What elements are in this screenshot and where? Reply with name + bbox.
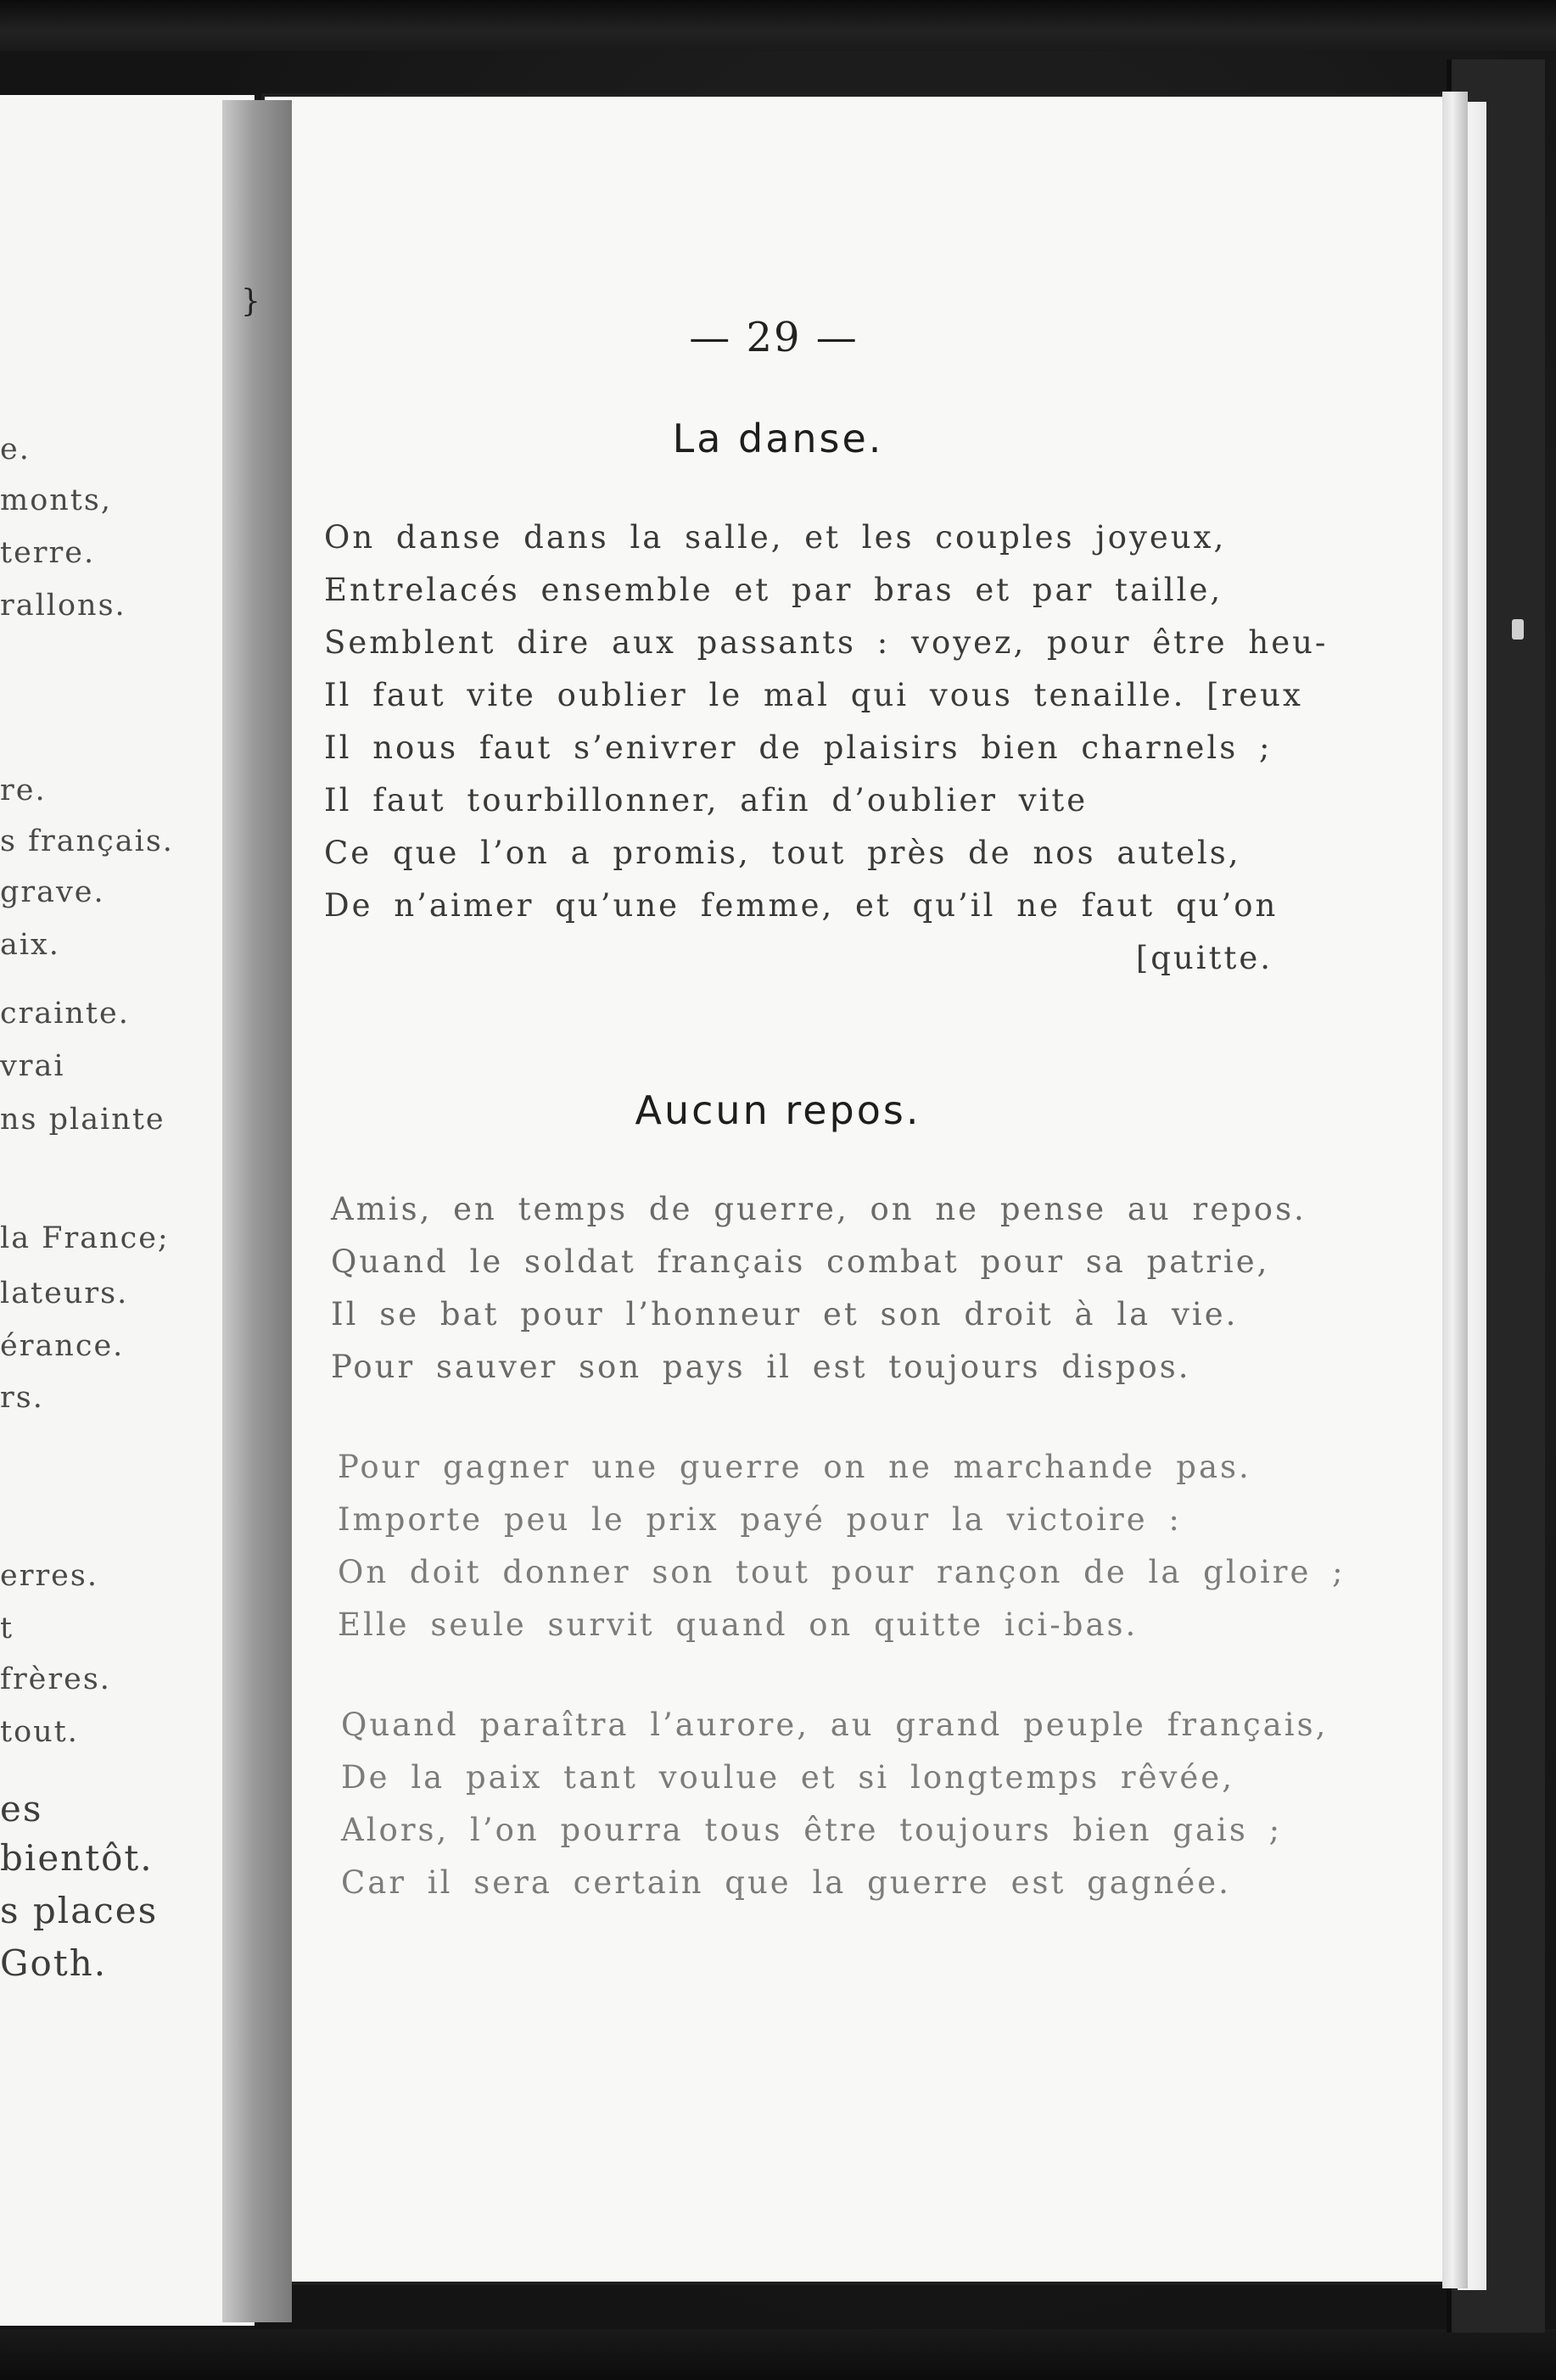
- left-page-line: tout.: [0, 1715, 79, 1749]
- verse-line: Ce que l’on a promis, tout près de nos autels,: [324, 835, 1241, 871]
- film-edge-bottom: [0, 2329, 1556, 2380]
- verse-line: Il nous faut s’enivrer de plaisirs bien charnels ;: [324, 729, 1273, 766]
- left-page-line: monts,: [0, 483, 112, 517]
- left-page-line: t: [0, 1612, 14, 1645]
- cover-spot: [1512, 619, 1524, 640]
- verse-line-continuation: [quitte.: [1135, 940, 1273, 976]
- verse-line: Amis, en temps de guerre, on ne pense au repos.: [331, 1191, 1307, 1227]
- left-page-line: rallons.: [0, 589, 126, 623]
- left-page-line: aix.: [0, 928, 60, 962]
- left-page-line: erres.: [0, 1559, 98, 1593]
- verse-line: Semblent dire aux passants : voyez, pour être heu-: [324, 624, 1329, 661]
- left-page-line: terre.: [0, 536, 96, 570]
- left-page-line: la France;: [0, 1221, 170, 1255]
- verse-line: De n’aimer qu’une femme, et qu’il ne faut qu’on: [324, 887, 1279, 924]
- left-page-line: vrai: [0, 1049, 65, 1083]
- left-page-line: re.: [0, 774, 47, 807]
- verse-line: De la paix tant voulue et si longtemps rêvée,: [341, 1759, 1234, 1796]
- left-page-line: crainte.: [0, 997, 130, 1031]
- poem-title-la-danse: La danse.: [672, 416, 884, 461]
- verse-line: Quand le soldat français combat pour sa patrie,: [331, 1243, 1270, 1280]
- left-page-line: ns plainte: [0, 1103, 165, 1137]
- verse-line: Alors, l’on pourra tous être toujours bien gais ;: [341, 1812, 1283, 1848]
- verse-line: Importe peu le prix payé pour la victoire :: [338, 1501, 1182, 1538]
- verse-line: Il se bat pour l’honneur et son droit à la vie.: [331, 1296, 1239, 1332]
- left-page-line: e.: [0, 433, 31, 467]
- left-page-line: s places: [0, 1890, 159, 1931]
- left-page-line: lateurs.: [0, 1277, 129, 1310]
- verse-line: Elle seule survit quand on quitte ici-bas.: [338, 1606, 1139, 1643]
- verse-line: On danse dans la salle, et les couples joyeux,: [324, 519, 1227, 556]
- poem-title-aucun-repos: Aucun repos.: [635, 1087, 921, 1133]
- left-page-line: Goth.: [0, 1942, 108, 1984]
- verse-line: Entrelacés ensemble et par bras et par taille,: [324, 572, 1223, 608]
- page-number: — 29 —: [689, 314, 859, 361]
- verse-line: Car il sera certain que la guerre est gagnée.: [341, 1864, 1231, 1901]
- left-page-line: grave.: [0, 875, 105, 909]
- gutter-mark: }: [241, 284, 260, 319]
- verse-line: Pour sauver son pays il est toujours dispos.: [331, 1349, 1191, 1385]
- verse-line: Quand paraîtra l’aurore, au grand peuple français,: [341, 1707, 1329, 1743]
- left-page-line: érance.: [0, 1329, 125, 1363]
- verse-line: Pour gagner une guerre on ne marchande pas.: [338, 1449, 1251, 1485]
- verse-line: On doit donner son tout pour rançon de la gloire ;: [338, 1554, 1346, 1590]
- left-page-line: frères.: [0, 1662, 111, 1696]
- left-page-line: es: [0, 1788, 43, 1830]
- verse-line: Il faut vite oublier le mal qui vous tenaille. [reux: [324, 677, 1303, 713]
- verse-line: Il faut tourbillonner, afin d’oublier vite: [324, 782, 1089, 818]
- left-page-line: rs.: [0, 1381, 44, 1415]
- film-edge-top: [0, 0, 1556, 51]
- left-page-line: bientôt.: [0, 1837, 154, 1879]
- left-page-line: s français.: [0, 824, 174, 858]
